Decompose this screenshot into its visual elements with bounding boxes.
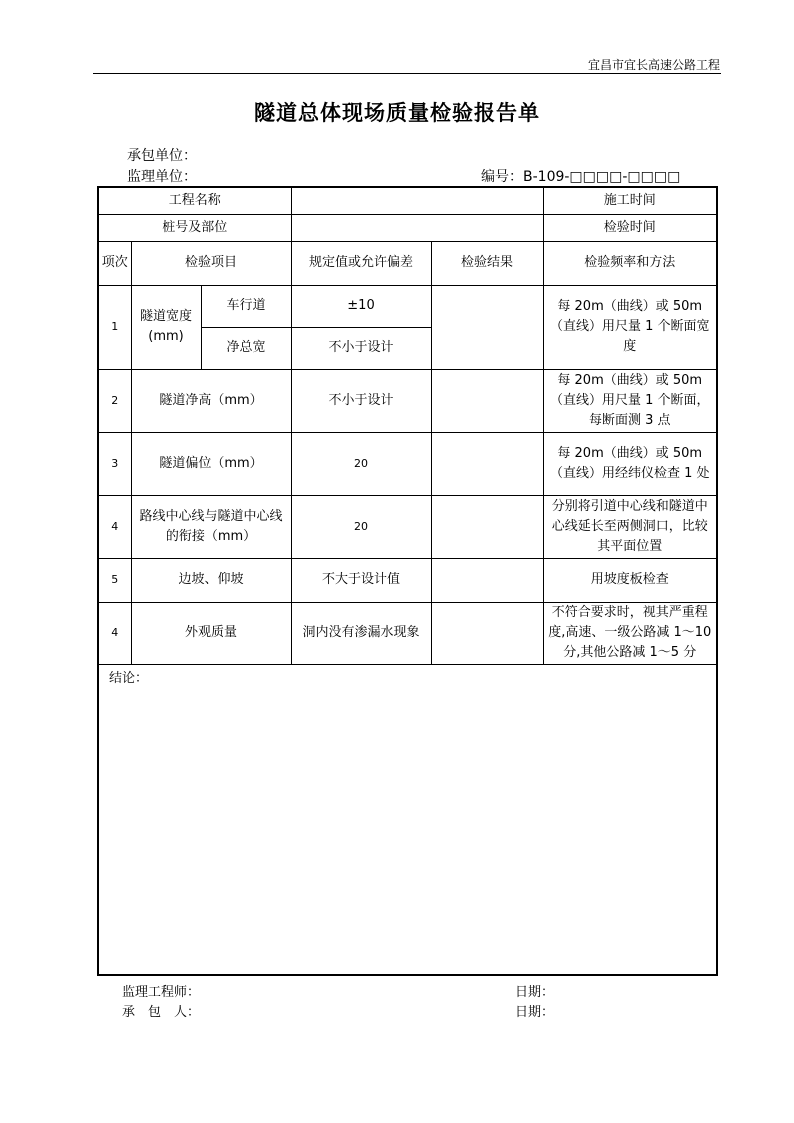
row-result[interactable] — [431, 285, 543, 369]
info-row-1 — [98, 187, 717, 214]
page-title: 隧道总体现场质量检验报告单 — [254, 100, 540, 125]
project-name-label: 工程名称 — [98, 187, 291, 214]
table-row — [98, 602, 717, 664]
row-spec: 洞内没有渗漏水现象 — [291, 602, 431, 664]
row-result[interactable] — [431, 369, 543, 432]
header-index: 项次 — [98, 241, 131, 285]
row-item: 路线中心线与隧道中心线的衔接（mm） — [131, 495, 291, 558]
subitem-spec: ±10 — [291, 285, 431, 327]
row-result[interactable] — [431, 558, 543, 602]
row-result[interactable] — [431, 495, 543, 558]
row-spec: 不大于设计值 — [291, 558, 431, 602]
row-method: 每 20m（曲线）或 50m（直线）用尺量 1 个断面，每断面测 3 点 — [543, 369, 717, 432]
row-spec: 20 — [291, 432, 431, 495]
row-item: 外观质量 — [131, 602, 291, 664]
header-item: 检验项目 — [131, 241, 291, 285]
row-index: 4 — [98, 602, 131, 664]
row-item: 隧道偏位（mm） — [131, 432, 291, 495]
row-index: 1 — [98, 285, 131, 369]
row-index: 3 — [98, 432, 131, 495]
table-row — [98, 495, 717, 558]
row-method: 分别将引道中心线和隧道中心线延长至两侧洞口，比较其平面位置 — [543, 495, 717, 558]
row-index: 5 — [98, 558, 131, 602]
supervisor-unit-label: 监理单位： — [127, 169, 197, 185]
row-index: 4 — [98, 495, 131, 558]
row-spec: 不小于设计 — [291, 369, 431, 432]
table-row — [98, 369, 717, 432]
engineer-date-label: 日期： — [515, 985, 555, 1000]
project-header: 宜昌市宜长高速公路工程 — [587, 58, 720, 72]
project-name-value[interactable] — [291, 187, 543, 214]
subitem-name: 车行道 — [201, 285, 291, 327]
contractor-date-label: 日期： — [515, 1005, 555, 1020]
row-item: 边坡、仰坡 — [131, 558, 291, 602]
conclusion-area[interactable] — [98, 664, 717, 975]
row-method: 用坡度板检查 — [543, 558, 717, 602]
table-row — [98, 432, 717, 495]
info-row-2 — [98, 214, 717, 241]
row-method: 不符合要求时，视其严重程度,高速、一级公路减 1～10 分,其他公路减 1～5 分 — [543, 602, 717, 664]
subitem-name: 净总宽 — [201, 327, 291, 369]
inspection-form-table — [97, 186, 718, 976]
contractor-signature-label: 承 包 人： — [122, 1005, 201, 1020]
table-row — [98, 558, 717, 602]
row-spec: 20 — [291, 495, 431, 558]
row-item: 隧道宽度(mm) — [131, 285, 201, 369]
serial-number: 编号：B-109-□□□□-□□□□ — [481, 169, 681, 185]
row-result[interactable] — [431, 602, 543, 664]
subitem-spec: 不小于设计 — [291, 327, 431, 369]
station-value[interactable] — [291, 214, 543, 241]
inspection-time-label: 检验时间 — [543, 214, 717, 241]
header-divider — [93, 73, 721, 74]
header-spec: 规定值或允许偏差 — [291, 241, 431, 285]
contractor-unit-label: 承包单位： — [127, 148, 197, 164]
construction-time-label: 施工时间 — [543, 187, 717, 214]
row-method: 每 20m（曲线）或 50m（直线）用经纬仪检查 1 处 — [543, 432, 717, 495]
header-result: 检验结果 — [431, 241, 543, 285]
row-index: 2 — [98, 369, 131, 432]
header-row — [98, 241, 717, 285]
station-label: 桩号及部位 — [98, 214, 291, 241]
row-method: 每 20m（曲线）或 50m（直线）用尺量 1 个断面宽度 — [543, 285, 717, 369]
row-result[interactable] — [431, 432, 543, 495]
table-row — [98, 285, 717, 327]
conclusion-row — [98, 664, 717, 975]
header-method: 检验频率和方法 — [543, 241, 717, 285]
supervising-engineer-label: 监理工程师： — [122, 985, 201, 1000]
row-item: 隧道净高（mm） — [131, 369, 291, 432]
conclusion-label: 结论： — [109, 670, 149, 686]
